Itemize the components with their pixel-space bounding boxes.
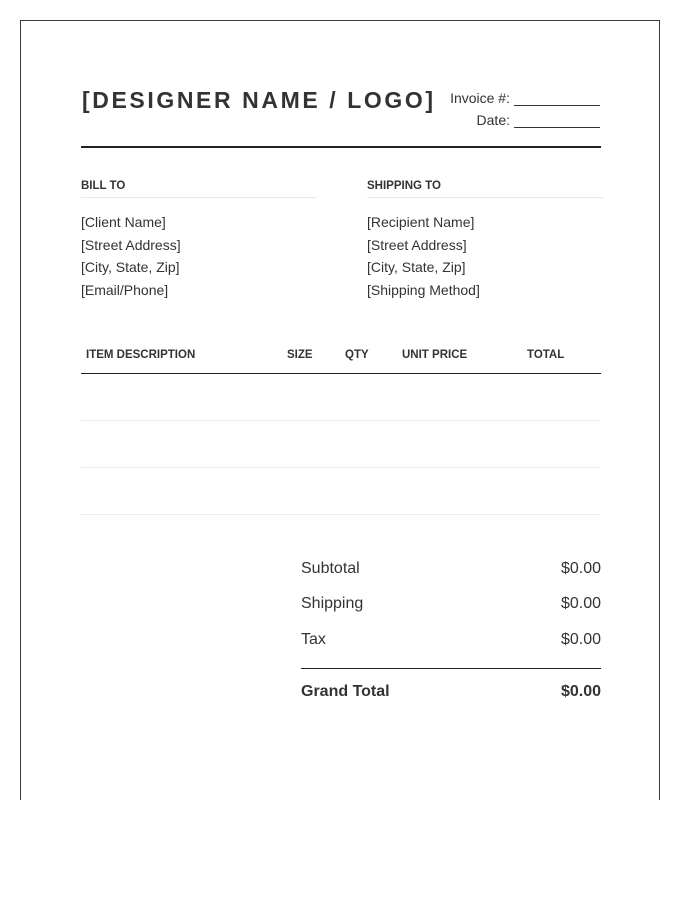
shipping-to-section (367, 180, 603, 301)
invoice-date-label: Date: (476, 112, 510, 128)
table-row[interactable] (81, 468, 601, 515)
shipping-to-recipient-name[interactable]: [Recipient Name] (367, 214, 475, 230)
shipping-row (301, 587, 601, 623)
invoice-meta (450, 84, 600, 128)
invoice-page (20, 20, 660, 800)
grand-total-value: $0.00 (560, 683, 601, 701)
column-header-qty: QTY (345, 349, 369, 361)
shipping-to-heading: SHIPPING TO (367, 180, 603, 198)
invoice-number-row (450, 84, 600, 106)
shipping-to-method[interactable]: [Shipping Method] (367, 281, 480, 298)
column-header-size: SIZE (287, 349, 313, 361)
bill-to-client-name[interactable]: [Client Name] (81, 214, 166, 230)
designer-logo-text: [DESIGNER NAME / LOGO] (82, 87, 436, 113)
bill-to-email-phone[interactable]: [Email/Phone] (81, 281, 169, 298)
tax-label: Tax (301, 630, 326, 648)
invoice-date-row (450, 106, 600, 128)
bill-to-heading: BILL TO (81, 180, 317, 198)
column-header-unit-price: UNIT PRICE (402, 349, 468, 361)
table-row[interactable] (81, 421, 601, 468)
items-table-header (81, 347, 601, 374)
bill-to-section (81, 180, 317, 301)
table-row[interactable] (81, 374, 601, 421)
grand-total-label: Grand Total (301, 683, 390, 701)
shipping-to-street-address[interactable]: [Street Address] (367, 236, 467, 253)
subtotal-label: Subtotal (301, 559, 360, 577)
invoice-number-field[interactable] (514, 90, 600, 106)
header-divider (81, 146, 601, 148)
subtotal-row (301, 551, 601, 587)
totals-section (301, 551, 601, 710)
grand-total-row (301, 675, 601, 711)
shipping-to-city-state-zip[interactable]: [City, State, Zip] (367, 259, 466, 275)
tax-value: $0.00 (560, 630, 601, 648)
bill-to-city-state-zip[interactable]: [City, State, Zip] (81, 259, 180, 275)
bill-to-street-address[interactable]: [Street Address] (81, 236, 181, 253)
shipping-label: Shipping (301, 595, 364, 613)
shipping-value: $0.00 (560, 595, 601, 613)
subtotal-value: $0.00 (560, 559, 601, 577)
invoice-number-label: Invoice #: (450, 90, 510, 106)
column-header-item-description: ITEM DESCRIPTION (86, 349, 196, 361)
invoice-date-field[interactable] (514, 112, 600, 128)
tax-row (301, 622, 601, 658)
column-header-total: TOTAL (527, 349, 565, 361)
totals-divider (301, 668, 601, 669)
